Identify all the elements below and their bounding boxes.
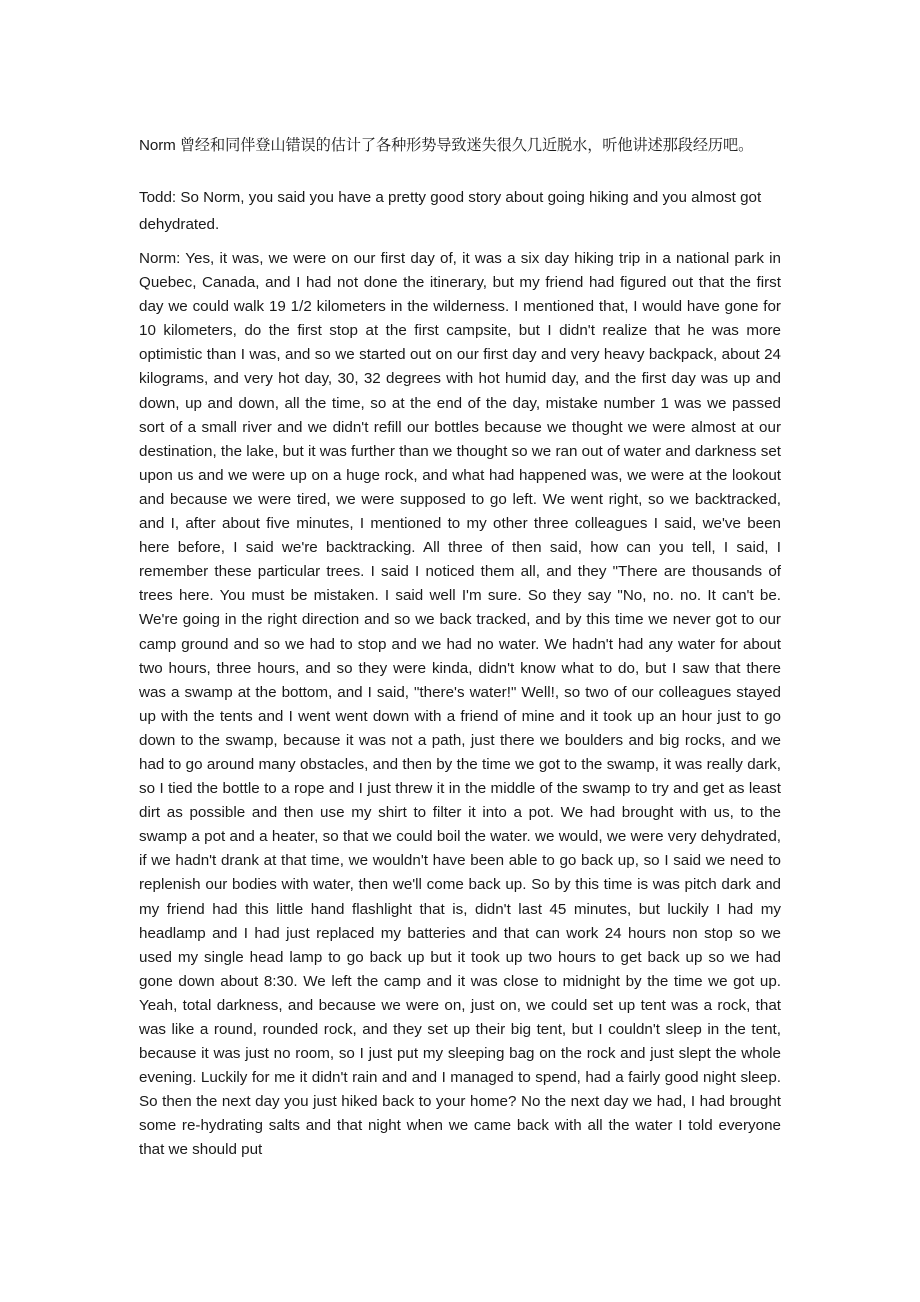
intro-line: Norm 曾经和同伴登山错误的估计了各种形势导致迷失很久几近脱水，听他讲述那段经历吧。: [139, 137, 754, 154]
document-body: [139, 134, 781, 1173]
norm-paragraph: Norm: Yes, it was, we were on our first day of, it was a six day hiking trip in a national park in Quebec, Canada, and I had not done the itinerary, but my friend had figured out that the first day we could walk 19 1/2 kilometers in the wilderness. I mentioned that, I would have gone for 10 kilometers, do the first stop at the first campsite, but I didn't realize that he was more optimistic than I was, and so we started out on our first day and very heavy backpack, about 24 kilograms, and very hot day, 30, 32 degrees with hot humid day, and the first day was up and down, up and down, all the time, so at the end of the day, mistake number 1 was we passed sort of a small river and we didn't refill our bottles because we thought we were almost at our destination, the lake, but it was further than we thought so we ran out of water and darkness set upon us and we were up on a huge rock, and what had happened was, we were at the lookout and because we were tired, we were supposed to go left. We went right, so we backtracked, and I, after about five minutes, I mentioned to my other three colleagues I said, we've been here before, I said we're backtracking. All three of then said, how can you tell, I said, I remember these particular trees. I said I noticed them all, and they "There are thousands of trees here. You must be mistaken. I said well I'm sure. So they say "No, no. no. It can't be. We're going in the right direction and so we back tracked, and by this time we never got to our camp ground and so we had to stop and we had no water. We hadn't had any water for about two hours, three hours, and so they were kinda, didn't know what to do, but I saw that there was a swamp at the bottom, and I said, "there's water!" Well!, so two of our colleagues stayed up with the tents and I went went down with a friend of mine and it took up an hour just to go down to the swamp, because it was not a path, just there we boulders and big rocks, and we had to go around many obstacles, and then by the time we got to the swamp, it was really dark, so I tied the bottle to a rope and I just threw it in the middle of the swamp to try and get as least dirt as possible and then use my shirt to filter it into a pot. We had brought with us, to the swamp a pot and a heater, so that we could boil the water. we would, we were very dehydrated, if we hadn't drank at that time, we wouldn't have been able to go back up, so I said we need to replenish our bodies with water, then we'll come back up. So by this time is was pitch dark and my friend had this little hand flashlight that is, didn't last 45 minutes, but luckily I had my headlamp and I had just replaced my batteries and that can work 24 hours non stop so we used my single head lamp to go back up but it took up two hours to get back up so we had gone down about 8:30. We left the camp and it was close to midnight by the time we got up. Yeah, total darkness, and because we were on, just on, we could set up tent was a rock, that was like a round, rounded rock, and they set up their big tent, but I couldn't sleep in the tent, because it was just no room, so I just put my sleeping bag on the rock and just slept the whole evening. Luckily for me it didn't rain and and I managed to spend, had a fairly good night sleep. So then the next day you just hiked back to your home? No the next day we had, I had brought some re-hydrating salts and that night when we came back with all the water I told everyone that we should put: [139, 250, 781, 1159]
todd-paragraph: Todd: So Norm, you said you have a pretty good story about going hiking and you almost got dehydrated.: [139, 189, 762, 233]
